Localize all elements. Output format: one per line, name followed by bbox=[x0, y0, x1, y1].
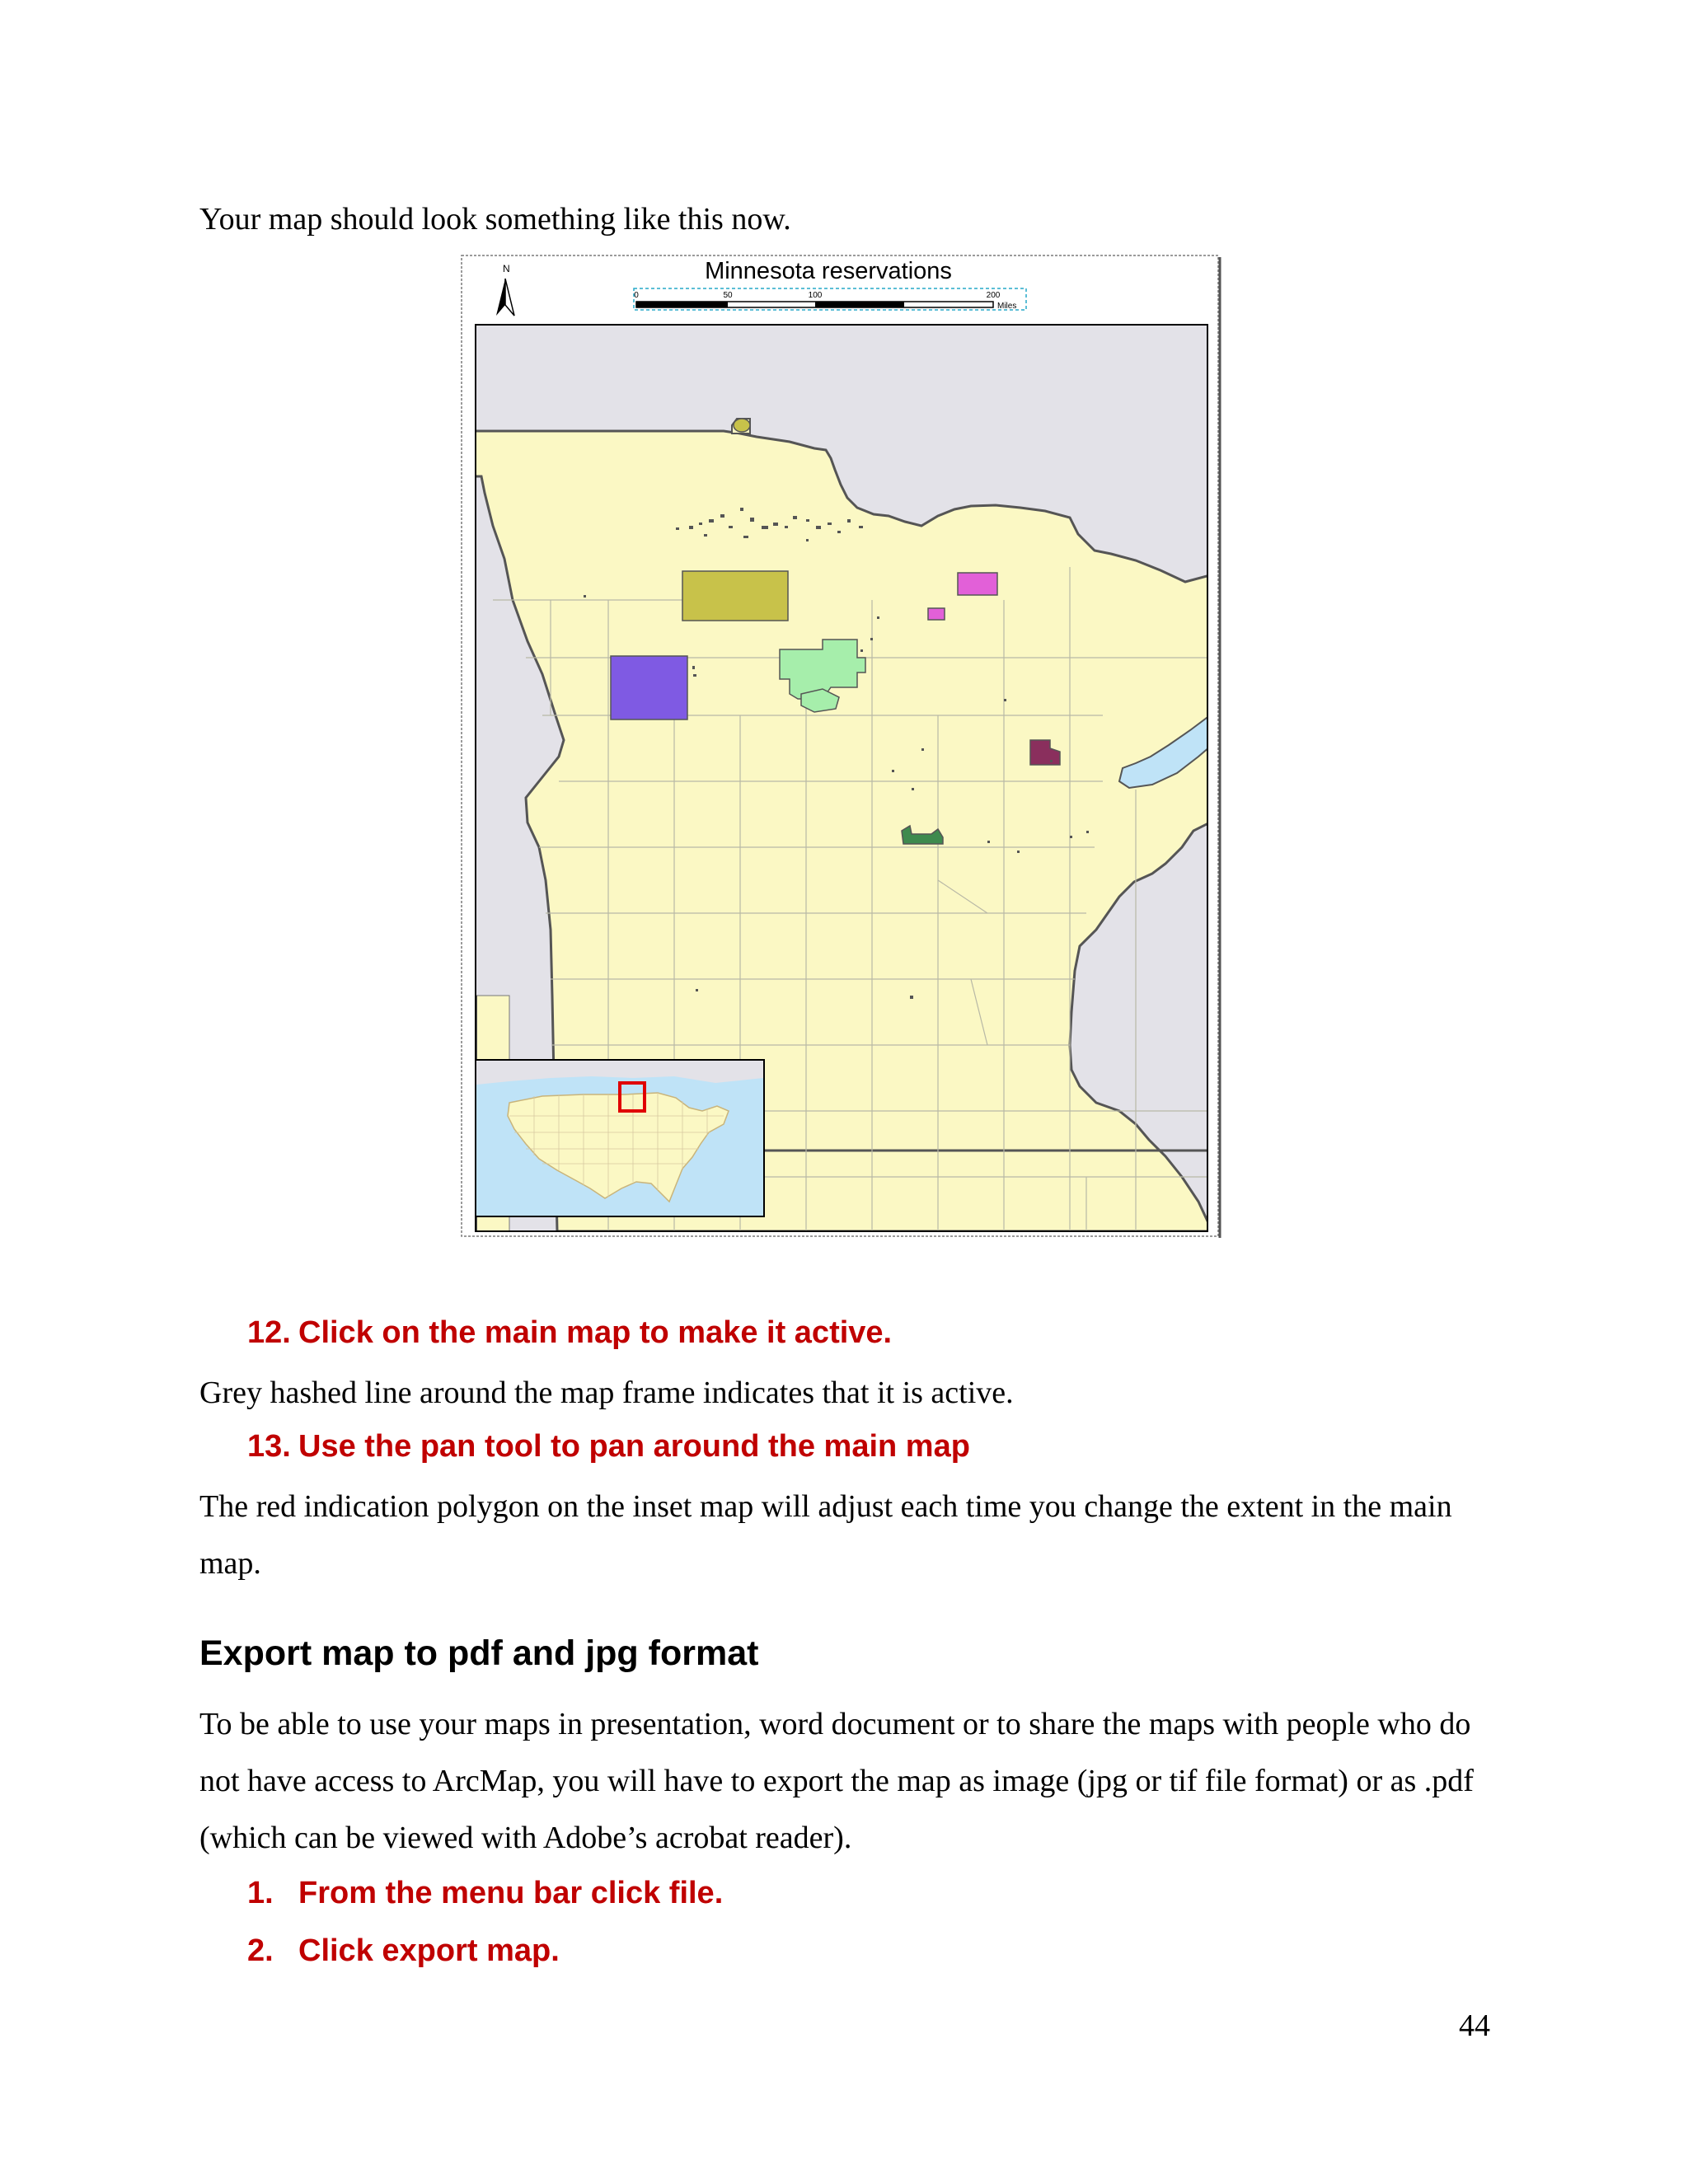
step-text: Click on the main map to make it active. bbox=[298, 1315, 893, 1350]
reservation-bois-forte bbox=[958, 573, 997, 595]
reservation-red-lake bbox=[682, 571, 788, 621]
step-number: 2. bbox=[247, 1933, 274, 1968]
paragraph-inset-polygon: The red indication polygon on the inset map will adjust each time you change the extent in the main map. bbox=[199, 1489, 1452, 1581]
paragraph-export-intro: To be able to use your maps in presentation, word document or to share the maps with people who do not have access to ArcMap, you will have to export the map as image (jpg or tif file format) or as .pdf (which can be viewed with Adobe’s acrobat reader). bbox=[199, 1707, 1474, 1855]
step-12 bbox=[247, 1315, 892, 1351]
step-13 bbox=[247, 1429, 970, 1465]
scale-unit-label: Miles bbox=[997, 302, 1017, 311]
step-text: Click export map. bbox=[298, 1933, 560, 1968]
map-title: Minnesota reservations bbox=[705, 258, 952, 284]
inset-map[interactable] bbox=[476, 1060, 764, 1216]
scale-tick-label: 200 bbox=[986, 291, 1001, 300]
section-heading: Export map to pdf and jpg format bbox=[199, 1633, 759, 1673]
step-text: From the menu bar click file. bbox=[298, 1876, 724, 1910]
step-number: 13. bbox=[247, 1429, 291, 1464]
export-step-2 bbox=[247, 1933, 560, 1969]
scale-tick-label: 0 bbox=[634, 291, 639, 300]
export-step-1 bbox=[247, 1876, 723, 1911]
step-number: 1. bbox=[247, 1876, 274, 1910]
intro-text: Your map should look something like this now. bbox=[199, 202, 791, 237]
map-figure[interactable] bbox=[460, 254, 1223, 1240]
paragraph-active-frame: Grey hashed line around the map frame indicates that it is active. bbox=[199, 1376, 1014, 1410]
step-text: Use the pan tool to pan around the main map bbox=[298, 1429, 970, 1464]
scale-tick-label: 50 bbox=[723, 291, 733, 300]
reservation-white-earth bbox=[611, 656, 687, 719]
page-number: 44 bbox=[1459, 2008, 1490, 2043]
scale-tick-label: 100 bbox=[808, 291, 823, 300]
step-number: 12. bbox=[247, 1315, 291, 1350]
north-label: N bbox=[503, 263, 510, 274]
